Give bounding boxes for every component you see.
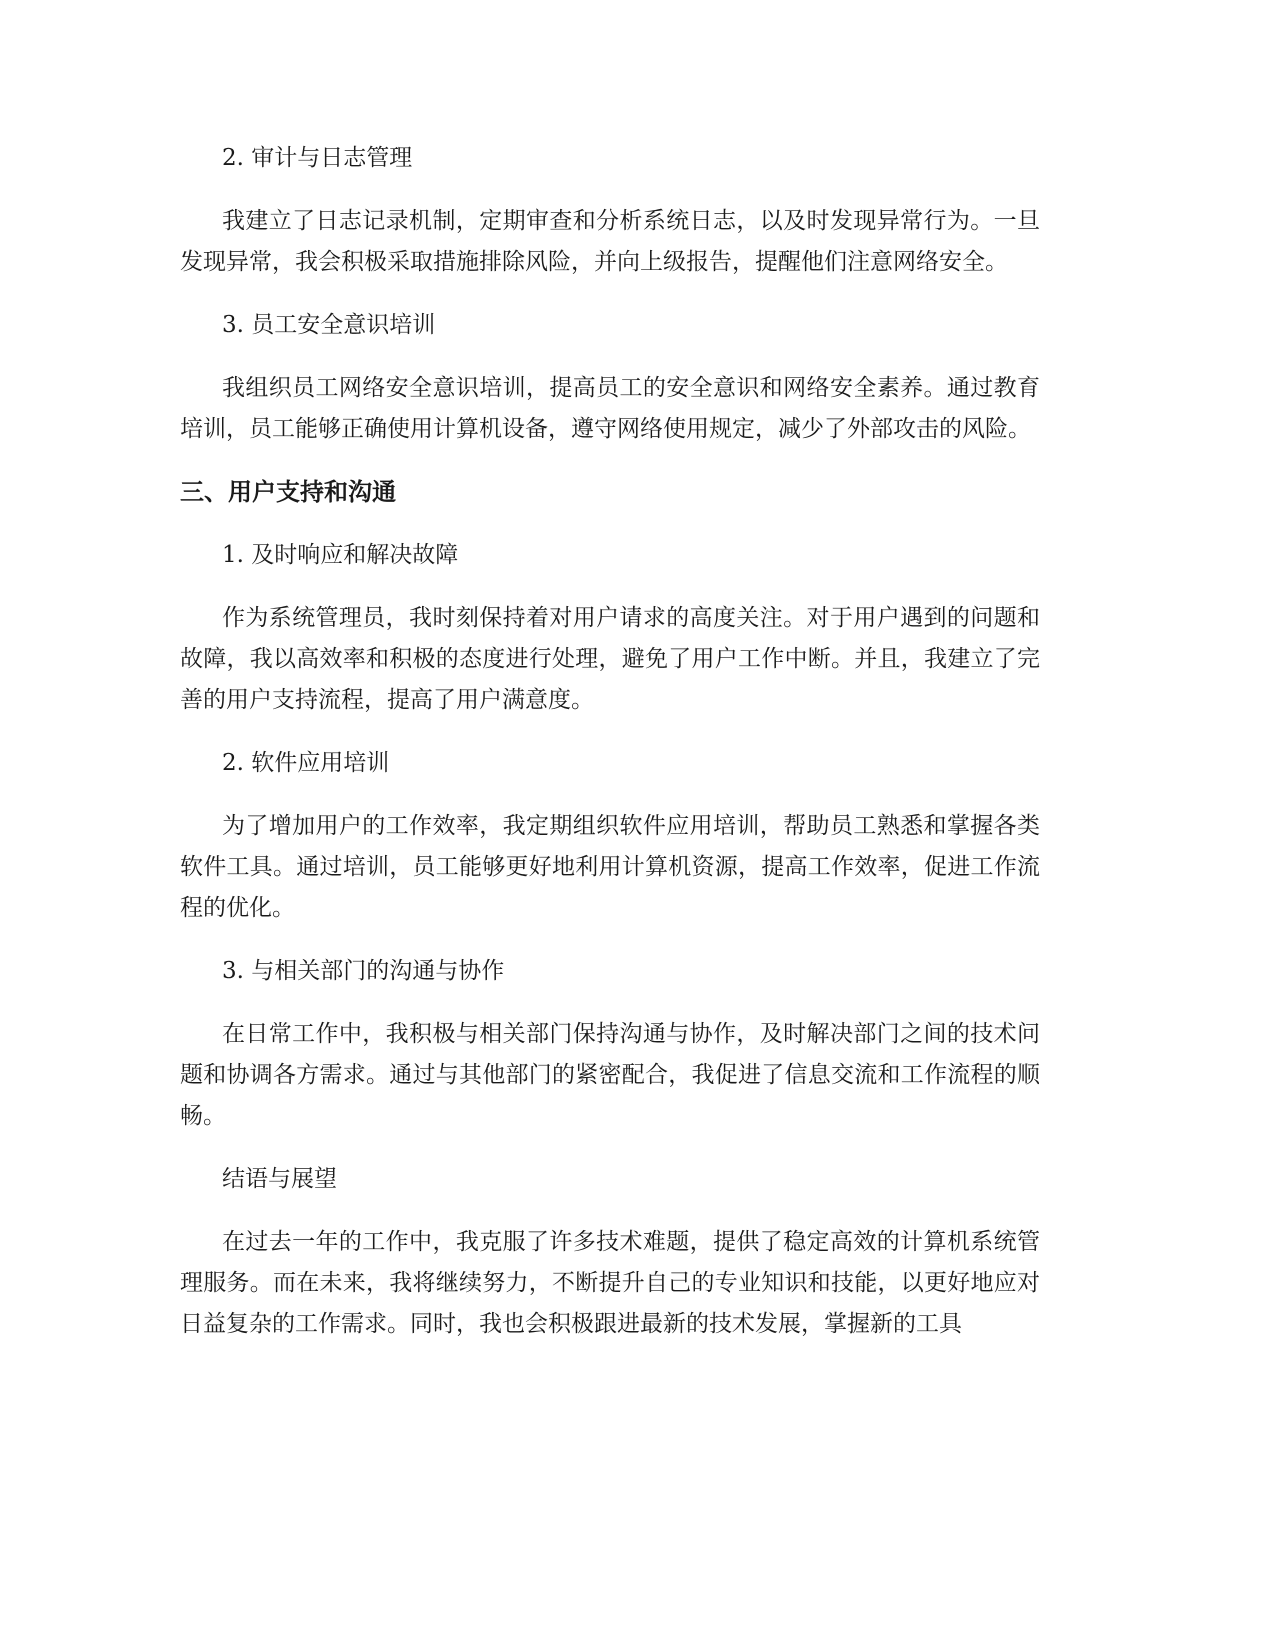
paragraph-conclusion: 在过去一年的工作中，我克服了许多技术难题，提供了稳定高效的计算机系统管理服务。而在未来，我将继续努力，不断提升自己的专业知识和技能，以更好地应对日益复杂的工作需求。同时，我也会积极跟进最新的技术发展，掌握新的工具	[180, 1229, 1040, 1337]
paragraph-fault-response: 作为系统管理员，我时刻保持着对用户请求的高度关注。对于用户遇到的问题和故障，我以高效率和积极的态度进行处理，避免了用户工作中断。并且，我建立了完善的用户支持流程，提高了用户满意度。	[180, 605, 1040, 713]
paragraph-audit-log: 我建立了日志记录机制，定期审查和分析系统日志，以及时发现异常行为。一旦发现异常，我会积极采取措施排除风险，并向上级报告，提醒他们注意网络安全。	[180, 208, 1040, 275]
paragraph-security-training: 我组织员工网络安全意识培训，提高员工的安全意识和网络安全素养。通过教育培训，员工能够正确使用计算机设备，遵守网络使用规定，减少了外部攻击的风险。	[180, 375, 1040, 442]
paragraph-software-training: 为了增加用户的工作效率，我定期组织软件应用培训，帮助员工熟悉和掌握各类软件工具。通过培训，员工能够更好地利用计算机资源，提高工作效率，促进工作流程的优化。	[180, 813, 1040, 921]
subheading-software-training: 2. 软件应用培训	[222, 750, 390, 776]
paragraph-department-collaboration: 在日常工作中，我积极与相关部门保持沟通与协作，及时解决部门之间的技术问题和协调各方需求。通过与其他部门的紧密配合，我促进了信息交流和工作流程的顺畅。	[180, 1021, 1040, 1129]
section-heading-user-support: 三、用户支持和沟通	[180, 478, 396, 506]
document-page	[180, 138, 1040, 1367]
subheading-fault-response: 1. 及时响应和解决故障	[222, 542, 459, 568]
subheading-audit-log: 2. 审计与日志管理	[222, 145, 413, 171]
subheading-conclusion: 结语与展望	[222, 1166, 337, 1192]
subheading-security-training: 3. 员工安全意识培训	[222, 312, 436, 338]
subheading-department-collaboration: 3. 与相关部门的沟通与协作	[222, 958, 505, 984]
